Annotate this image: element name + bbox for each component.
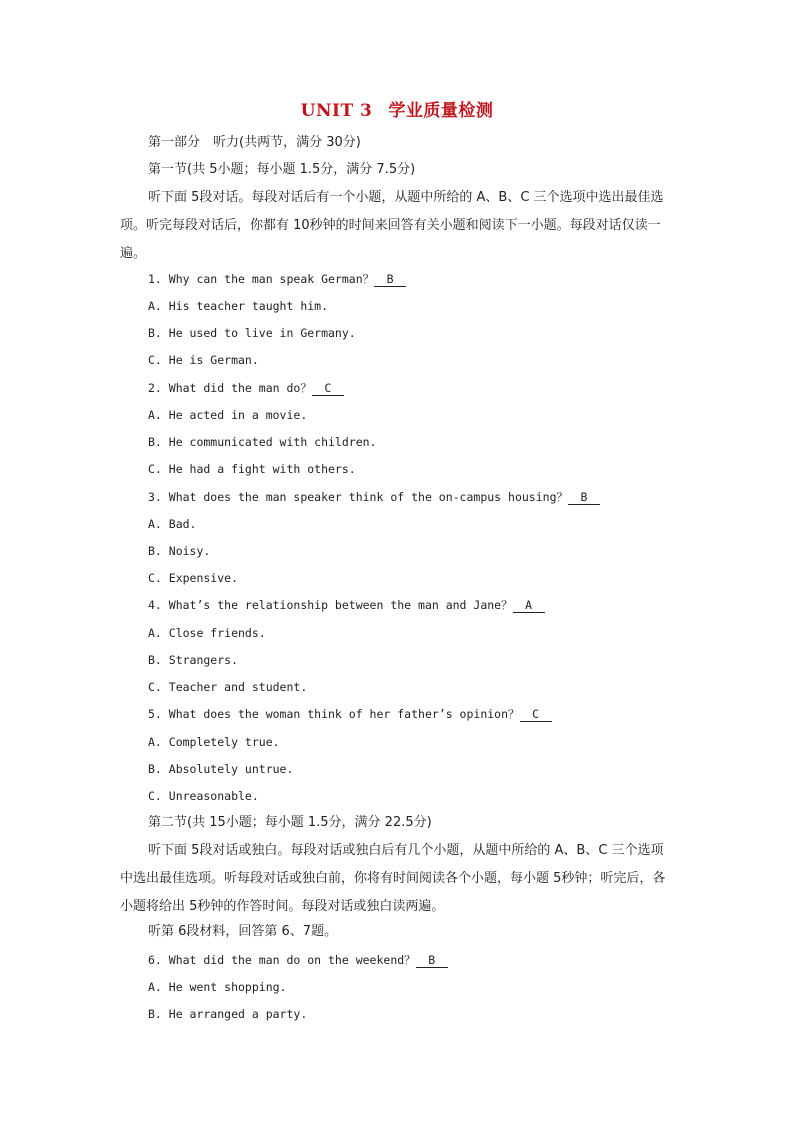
question-1-answer: B [374,272,406,287]
question-3-text: 3. What does the man speaker think of the on-campus housing？ [148,490,568,504]
question-4-answer: A [513,598,545,613]
question-1 [148,270,406,288]
section2-heading: 第二节(共 15小题；每小题 1.5分，满分 22.5分) [148,815,432,830]
question-3-answer: B [568,490,600,505]
question-5 [148,705,552,723]
question-3-option-c: C. Expensive. [148,571,239,585]
page-title [0,96,794,121]
question-5-text: 5. What does the woman think of her father’s opinion？ [148,707,520,721]
title-subtitle: 学业质量检测 [388,101,494,121]
question-2-option-a: A. He acted in a movie. [148,408,308,422]
question-5-option-a: A. Completely true. [148,735,280,749]
section2-instructions: 听下面 5段对话或独白。每段对话或独白后有几个小题，从题中所给的 A、B、C 三个选项中选出最佳选项。听每段对话或独白前，你将有时间阅读各个小题，每小题 5秒钟；听完后，各小题将给出 5秒钟的作答时间。每段对话或独白读两遍。 [120,843,666,914]
question-4 [148,596,545,614]
question-3-option-b: B. Noisy. [148,544,211,558]
title-unit: UNIT 3 [300,101,373,121]
question-4-option-c: C. Teacher and student. [148,680,308,694]
question-5-option-c: C. Unreasonable. [148,789,259,803]
question-3 [148,488,600,506]
section1-instructions: 听下面 5段对话。每段对话后有一个小题，从题中所给的 A、B、C 三个选项中选出最佳选项。听完每段对话后，你都有 10秒钟的时间来回答有关小题和阅读下一小题。每段对话仅读一遍。 [120,190,664,261]
part1-heading: 第一部分 听力(共两节，满分 30分) [148,135,361,150]
question-2-text: 2. What did the man do？ [148,381,312,395]
question-6 [148,951,448,969]
question-1-option-a: A. His teacher taught him. [148,299,329,313]
question-4-text: 4. What’s the relationship between the man and Jane？ [148,598,513,612]
question-6-text: 6. What did the man do on the weekend？ [148,953,416,967]
question-3-option-a: A. Bad. [148,517,197,531]
question-1-option-b: B. He used to live in Germany. [148,326,356,340]
question-5-answer: C [520,707,552,722]
question-4-option-a: A. Close friends. [148,626,266,640]
question-2-option-b: B. He communicated with children. [148,435,377,449]
question-2-answer: C [312,381,344,396]
section1-heading: 第一节(共 5小题；每小题 1.5分，满分 7.5分) [148,162,416,177]
question-1-option-c: C. He is German. [148,353,259,367]
material6-heading: 听第 6段材料，回答第 6、7题。 [148,924,338,939]
question-6-option-b: B. He arranged a party. [148,1007,308,1021]
question-1-text: 1. Why can the man speak German？ [148,272,375,286]
question-2-option-c: C. He had a fight with others. [148,462,356,476]
question-5-option-b: B. Absolutely untrue. [148,762,294,776]
question-2 [148,379,344,397]
question-6-option-a: A. He went shopping. [148,980,287,994]
question-6-answer: B [416,953,448,968]
question-4-option-b: B. Strangers. [148,653,239,667]
